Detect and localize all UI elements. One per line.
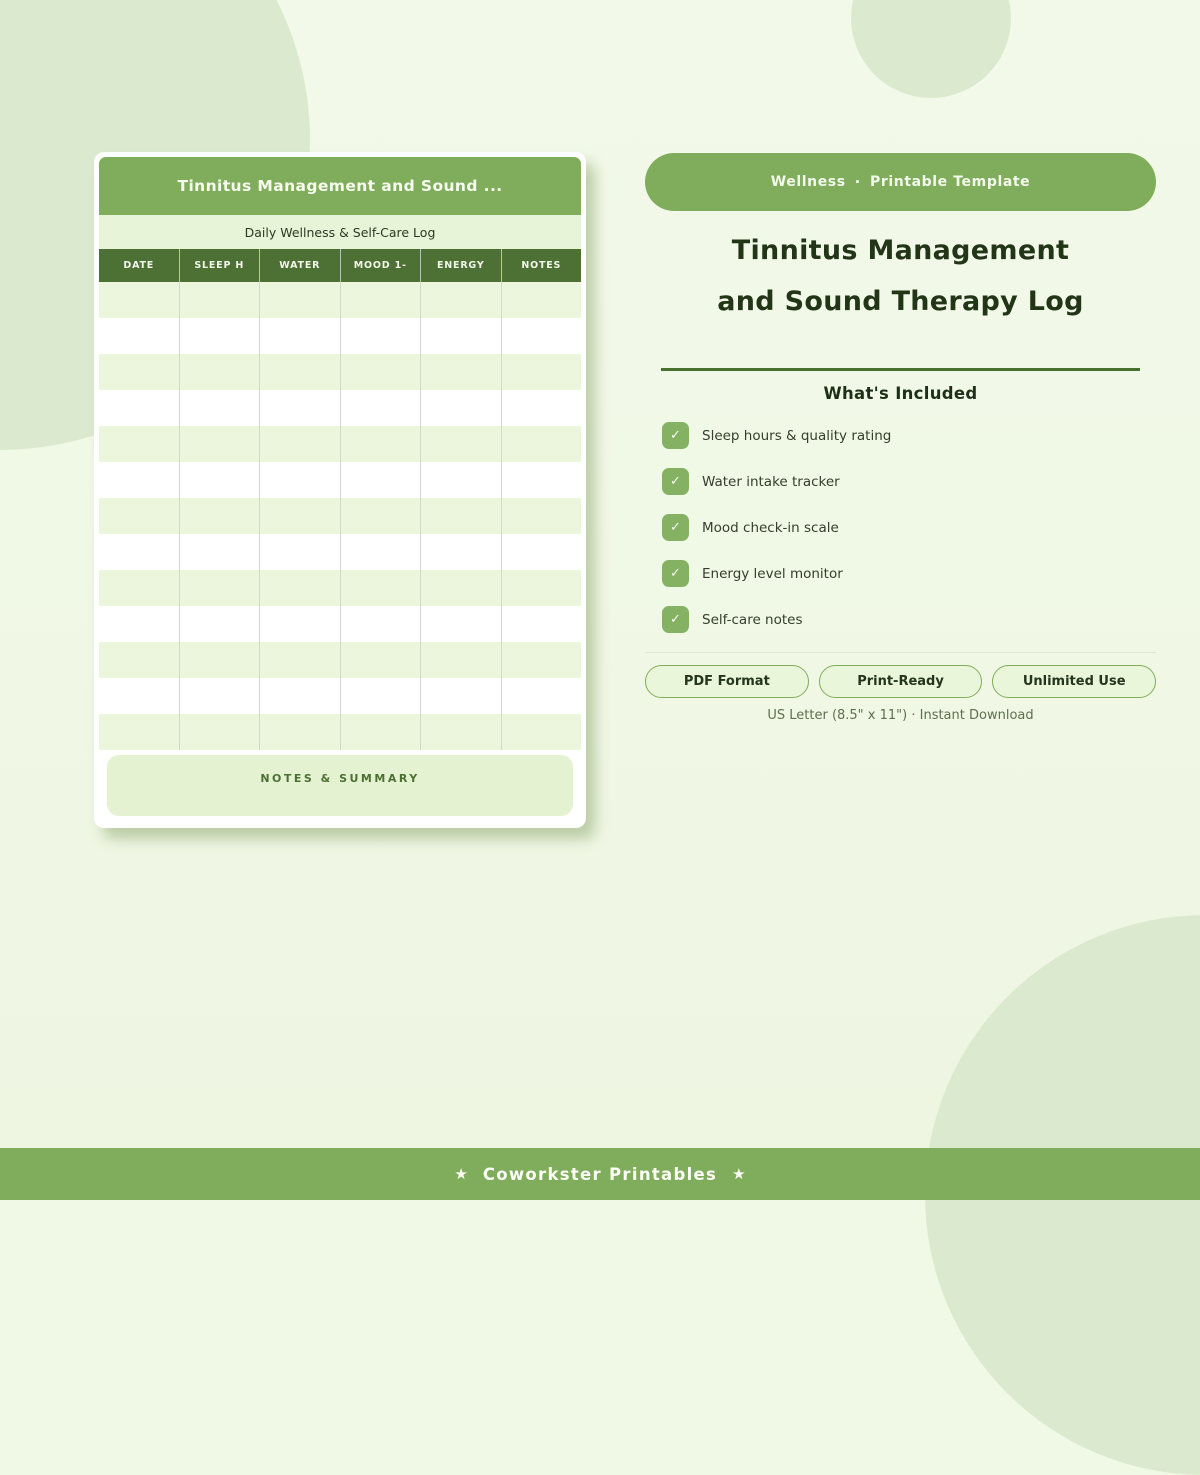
table-cell — [260, 570, 341, 606]
table-cell — [421, 606, 502, 642]
table-cell — [341, 606, 422, 642]
table-cell — [341, 426, 422, 462]
table-cell — [502, 462, 582, 498]
table-cell — [260, 714, 341, 750]
brand-name: Coworkster Printables — [482, 1164, 718, 1184]
table-cell — [260, 318, 341, 354]
included-item-label: Sleep hours & quality rating — [702, 427, 892, 444]
table-cell — [99, 390, 180, 426]
table-cell — [421, 390, 502, 426]
table-cell — [502, 390, 582, 426]
table-cell — [502, 678, 582, 714]
product-title-line-2: and Sound Therapy Log — [717, 286, 1084, 317]
table-cell — [99, 318, 180, 354]
column-header-mood-1-: MOOD 1- — [341, 249, 422, 282]
table-cell — [99, 282, 180, 318]
table-row — [99, 642, 581, 678]
table-cell — [99, 642, 180, 678]
table-cell — [421, 642, 502, 678]
badge-separator-dot: · — [854, 173, 861, 191]
checkmark-icon: ✓ — [662, 422, 689, 449]
site-footer — [0, 1148, 1200, 1200]
format-meta-text: US Letter (8.5" x 11") · Instant Download — [767, 708, 1034, 723]
table-cell — [421, 426, 502, 462]
table-cell — [99, 606, 180, 642]
table-cell — [341, 462, 422, 498]
table-cell — [99, 570, 180, 606]
included-item — [662, 560, 1156, 587]
table-cell — [99, 426, 180, 462]
table-cell — [260, 642, 341, 678]
pdf-format-button[interactable]: PDF Format — [645, 665, 809, 698]
table-cell — [502, 642, 582, 678]
section-divider — [661, 368, 1140, 371]
table-cell — [260, 282, 341, 318]
feature-buttons-row — [645, 665, 1156, 698]
table-row — [99, 534, 581, 570]
unlimited-use-button[interactable]: Unlimited Use — [992, 665, 1156, 698]
star-icon: ★ — [732, 1165, 746, 1183]
table-cell — [99, 462, 180, 498]
checkmark-icon: ✓ — [662, 468, 689, 495]
included-item — [662, 422, 1156, 449]
badge-category: Wellness — [770, 174, 846, 190]
column-header-energy: ENERGY — [421, 249, 502, 282]
table-row — [99, 318, 581, 354]
preview-subtitle: Daily Wellness & Self-Care Log — [99, 215, 581, 249]
table-row — [99, 282, 581, 318]
print-ready-button[interactable]: Print-Ready — [819, 665, 983, 698]
table-cell — [502, 570, 582, 606]
product-title-line-1: Tinnitus Management — [731, 235, 1070, 266]
table-cell — [421, 318, 502, 354]
column-header-sleep-h: SLEEP H — [180, 249, 261, 282]
table-cell — [180, 282, 261, 318]
table-cell — [260, 390, 341, 426]
table-row — [99, 678, 581, 714]
template-preview-card — [94, 152, 586, 828]
included-list — [662, 422, 1156, 633]
table-cell — [341, 282, 422, 318]
table-row — [99, 606, 581, 642]
table-cell — [502, 606, 582, 642]
table-cell — [502, 282, 582, 318]
table-cell — [421, 534, 502, 570]
included-item-label: Mood check-in scale — [702, 519, 839, 536]
notes-summary-box — [107, 755, 573, 816]
buttons-divider — [645, 652, 1156, 653]
category-badge — [645, 153, 1156, 211]
included-item — [662, 606, 1156, 633]
preview-title: Tinnitus Management and Sound ... — [177, 177, 503, 195]
notes-summary-label: NOTES & SUMMARY — [260, 772, 420, 785]
table-cell — [502, 714, 582, 750]
table-cell — [180, 462, 261, 498]
table-cell — [99, 534, 180, 570]
table-cell — [180, 390, 261, 426]
table-row — [99, 390, 581, 426]
table-cell — [260, 678, 341, 714]
included-item — [662, 514, 1156, 541]
column-header-water: WATER — [260, 249, 341, 282]
table-row — [99, 498, 581, 534]
decor-circle-top-right — [851, 0, 1011, 98]
badge-type: Printable Template — [869, 174, 1031, 190]
table-cell — [502, 534, 582, 570]
table-cell — [341, 678, 422, 714]
table-cell — [260, 462, 341, 498]
column-header-notes: NOTES — [521, 260, 562, 271]
included-heading: What's Included — [823, 384, 978, 403]
table-cell — [421, 714, 502, 750]
column-header-date: DATE — [99, 249, 180, 282]
table-cell — [341, 570, 422, 606]
table-body — [99, 282, 581, 750]
table-cell — [260, 534, 341, 570]
table-cell — [180, 318, 261, 354]
table-cell — [421, 354, 502, 390]
checkmark-icon: ✓ — [662, 606, 689, 633]
table-cell — [180, 606, 261, 642]
table-cell — [180, 714, 261, 750]
table-cell — [180, 570, 261, 606]
checkmark-icon: ✓ — [662, 514, 689, 541]
product-title — [645, 225, 1156, 327]
checkmark-icon: ✓ — [662, 560, 689, 587]
included-item — [662, 468, 1156, 495]
table-cell — [99, 678, 180, 714]
table-cell — [180, 354, 261, 390]
table-cell — [260, 606, 341, 642]
table-cell — [502, 426, 582, 462]
table-cell — [260, 426, 341, 462]
table-cell — [341, 354, 422, 390]
table-cell — [341, 714, 422, 750]
table-cell — [99, 354, 180, 390]
table-cell — [341, 642, 422, 678]
table-cell — [99, 498, 180, 534]
table-row — [99, 354, 581, 390]
table-row — [99, 462, 581, 498]
star-icon: ★ — [454, 1165, 468, 1183]
table-row — [99, 570, 581, 606]
included-item-label: Self-care notes — [702, 611, 803, 628]
included-item-label: Energy level monitor — [702, 565, 843, 582]
table-cell — [260, 354, 341, 390]
table-cell — [341, 390, 422, 426]
table-cell — [180, 642, 261, 678]
table-cell — [421, 498, 502, 534]
table-cell — [341, 498, 422, 534]
table-cell — [180, 426, 261, 462]
table-cell — [502, 318, 582, 354]
table-row — [99, 426, 581, 462]
product-details-panel — [645, 153, 1156, 723]
table-cell — [502, 354, 582, 390]
table-cell — [341, 318, 422, 354]
table-cell — [99, 714, 180, 750]
table-cell — [260, 498, 341, 534]
table-cell — [341, 534, 422, 570]
table-cell — [180, 498, 261, 534]
table-cell — [421, 570, 502, 606]
preview-title-bar — [99, 157, 581, 215]
table-header-row — [99, 249, 581, 282]
table-cell — [421, 462, 502, 498]
table-cell — [180, 678, 261, 714]
table-cell — [421, 282, 502, 318]
table-cell — [421, 678, 502, 714]
table-cell — [180, 534, 261, 570]
table-row — [99, 714, 581, 750]
table-cell — [502, 498, 582, 534]
included-item-label: Water intake tracker — [702, 473, 840, 490]
